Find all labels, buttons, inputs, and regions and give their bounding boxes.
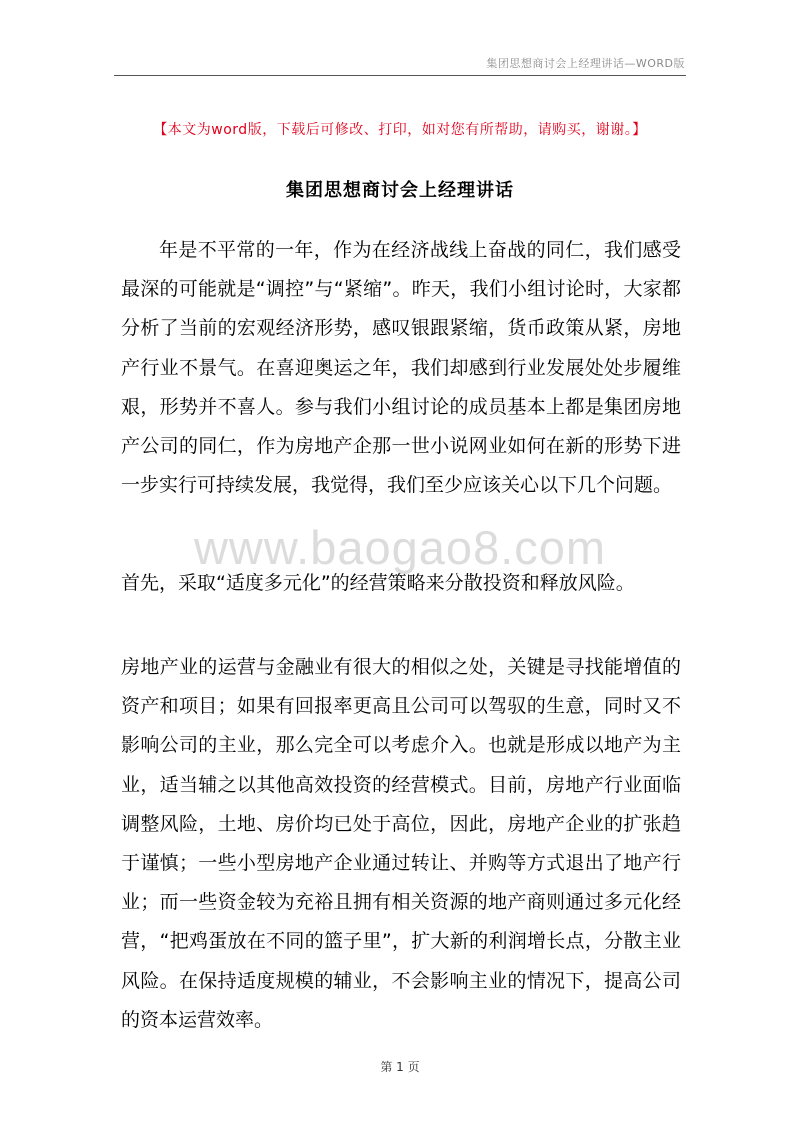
body-paragraph-2: 首先，采取“适度多元化”的经营策略来分散投资和释放风险。	[121, 572, 635, 594]
running-header: 集团思想商讨会上经理讲话—WORD版	[486, 57, 685, 70]
watermark: www.baogao8.com	[193, 521, 607, 574]
page-number: 第 1 页	[380, 1060, 420, 1074]
purchase-notice: 【本文为word版，下载后可修改、打印，如对您有所帮助，请购买，谢谢。】	[153, 122, 647, 138]
header-divider	[114, 75, 686, 76]
body-paragraph-3: 房地产业的运营与金融业有很大的相似之处，关键是寻找能增值的资产和项目；如果有回报率更高且公司可以驾驭的生意，同时又不影响公司的主业，那么完全可以考虑介入。也就是形成以地产为主业，适当辅之以其他高效投资的经营模式。目前，房地产行业面临调整风险，土地、房价均已处于高位，因此，房地产企业的扩张趋于谨慎；一些小型房地产企业通过转让、并购等方式退出了地产行业；而一些资金较为充裕且拥有相关资源的地产商则通过多元化经营，“把鸡蛋放在不同的篮子里”，扩大新的利润增长点，分散主业风险。在保持适度规模的辅业，不会影响主业的情况下，提高公司的资本运营效率。	[121, 656, 681, 1031]
document-title: 集团思想商讨会上经理讲话	[286, 180, 514, 201]
body-paragraph-1: 年是不平常的一年，作为在经济战线上奋战的同仁，我们感受最深的可能就是“调控”与“紧缩”。昨天，我们小组讨论时，大家都分析了当前的宏观经济形势，感叹银跟紧缩，货币政策从紧，房地产行业不景气。在喜迎奥运之年，我们却感到行业发展处处步履维艰，形势并不喜人。参与我们小组讨论的成员基本上都是集团房地产公司的同仁，作为房地产企那一世小说网业如何在新的形势下进一步实行可持续发展，我觉得，我们至少应该关心以下几个问题。	[121, 239, 681, 497]
